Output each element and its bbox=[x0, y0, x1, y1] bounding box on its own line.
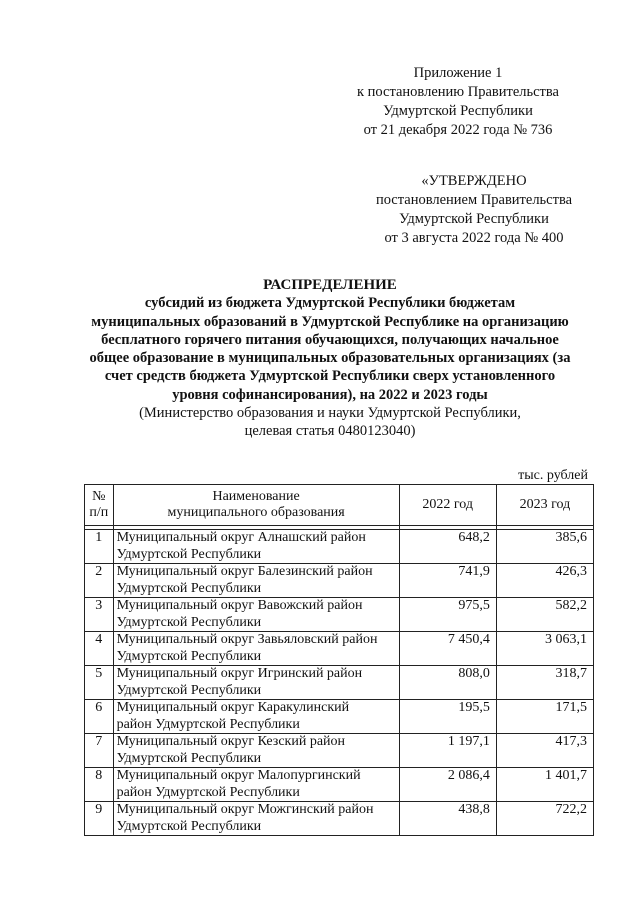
table-body bbox=[85, 530, 594, 836]
row-value-2022: 438,8 bbox=[399, 802, 496, 836]
row-municipality-name bbox=[113, 564, 399, 598]
approved-line-3: Удмуртской Республики bbox=[399, 211, 549, 227]
row-number: 5 bbox=[85, 666, 114, 700]
title-line-5: счет средств бюджета Удмуртской Республики сверх установленного bbox=[104, 368, 556, 385]
appendix-block bbox=[340, 64, 576, 140]
table-row bbox=[85, 666, 594, 700]
row-municipality-name bbox=[113, 632, 399, 666]
row-value-2023: 3 063,1 bbox=[496, 632, 593, 666]
document-title bbox=[70, 276, 590, 441]
row-number: 8 bbox=[85, 768, 114, 802]
row-name-line-1: Муниципальный округ Завьяловский район bbox=[116, 632, 378, 647]
header-number bbox=[85, 485, 114, 526]
approved-line-2: постановлением Правительства bbox=[375, 192, 573, 208]
title-subline-1: (Министерство образования и науки Удмуртской Республики, bbox=[139, 405, 521, 422]
row-number: 6 bbox=[85, 700, 114, 734]
row-value-2023: 426,3 bbox=[496, 564, 593, 598]
table-row bbox=[85, 768, 594, 802]
header-2023: 2023 год bbox=[496, 485, 593, 526]
appendix-line-4: от 21 декабря 2022 года № 736 bbox=[363, 122, 553, 138]
row-name-line-2: район Удмуртской Республики bbox=[116, 784, 300, 800]
appendix-line-3: Удмуртской Республики bbox=[383, 103, 533, 119]
row-name-line-2: район Удмуртской Республики bbox=[116, 716, 300, 732]
header-name bbox=[113, 485, 399, 526]
row-name-line-2: Удмуртской Республики bbox=[116, 614, 262, 630]
row-name-line-2: Удмуртской Республики bbox=[116, 648, 262, 664]
row-value-2023: 722,2 bbox=[496, 802, 593, 836]
approved-line-1: «УТВЕРЖДЕНО bbox=[421, 173, 527, 189]
title-line-4: общее образование в муниципальных образовательных организациях (за bbox=[89, 350, 571, 367]
row-value-2022: 1 197,1 bbox=[399, 734, 496, 768]
row-value-2023: 1 401,7 bbox=[496, 768, 593, 802]
row-value-2022: 975,5 bbox=[399, 598, 496, 632]
row-number: 9 bbox=[85, 802, 114, 836]
row-value-2022: 808,0 bbox=[399, 666, 496, 700]
row-value-2023: 171,5 bbox=[496, 700, 593, 734]
row-municipality-name bbox=[113, 802, 399, 836]
row-value-2023: 318,7 bbox=[496, 666, 593, 700]
row-number: 2 bbox=[85, 564, 114, 598]
row-value-2023: 582,2 bbox=[496, 598, 593, 632]
appendix-line-1: Приложение 1 bbox=[413, 65, 503, 81]
row-name-line-1: Муниципальный округ Вавожский район bbox=[116, 598, 363, 613]
row-name-line-2: Удмуртской Республики bbox=[116, 682, 262, 698]
header-number-line-2: п/п bbox=[89, 505, 109, 520]
row-municipality-name bbox=[113, 666, 399, 700]
row-number: 4 bbox=[85, 632, 114, 666]
row-value-2022: 7 450,4 bbox=[399, 632, 496, 666]
title-line-3: бесплатного горячего питания обучающихся, получающих начальное bbox=[101, 331, 559, 348]
row-municipality-name bbox=[113, 734, 399, 768]
table-row bbox=[85, 700, 594, 734]
row-number: 1 bbox=[85, 530, 114, 564]
row-name-line-1: Муниципальный округ Кезский район bbox=[116, 734, 346, 749]
title-line-1: субсидий из бюджета Удмуртской Республики бюджетам bbox=[144, 295, 516, 312]
table-row bbox=[85, 802, 594, 836]
table-row bbox=[85, 632, 594, 666]
row-name-line-1: Муниципальный округ Алнашский район bbox=[116, 530, 366, 545]
row-municipality-name bbox=[113, 700, 399, 734]
title-line-6: уровня софинансирования), на 2022 и 2023 годы bbox=[172, 386, 488, 403]
table-header-row bbox=[85, 485, 594, 526]
row-value-2023: 417,3 bbox=[496, 734, 593, 768]
row-name-line-2: Удмуртской Республики bbox=[116, 546, 262, 562]
title-heading: РАСПРЕДЕЛЕНИЕ bbox=[263, 277, 397, 293]
table-row bbox=[85, 530, 594, 564]
row-name-line-1: Муниципальный округ Малопургинский bbox=[116, 768, 361, 783]
row-value-2023: 385,6 bbox=[496, 530, 593, 564]
row-number: 3 bbox=[85, 598, 114, 632]
row-value-2022: 741,9 bbox=[399, 564, 496, 598]
row-municipality-name bbox=[113, 530, 399, 564]
row-name-line-2: Удмуртской Республики bbox=[116, 750, 262, 766]
approved-block bbox=[356, 172, 592, 248]
row-name-line-1: Муниципальный округ Каракулинский bbox=[116, 700, 350, 715]
row-value-2022: 2 086,4 bbox=[399, 768, 496, 802]
row-name-line-2: Удмуртской Республики bbox=[116, 818, 262, 834]
units-label: тыс. рублей bbox=[518, 468, 588, 483]
appendix-line-2: к постановлению Правительства bbox=[357, 84, 559, 100]
distribution-table bbox=[84, 484, 594, 836]
title-subline-2: целевая статья 0480123040) bbox=[244, 423, 416, 440]
row-name-line-2: Удмуртской Республики bbox=[116, 580, 262, 596]
row-value-2022: 648,2 bbox=[399, 530, 496, 564]
row-name-line-1: Муниципальный округ Игринский район bbox=[116, 666, 363, 681]
row-number: 7 bbox=[85, 734, 114, 768]
header-2022: 2022 год bbox=[399, 485, 496, 526]
row-municipality-name bbox=[113, 598, 399, 632]
table-row bbox=[85, 598, 594, 632]
row-municipality-name bbox=[113, 768, 399, 802]
table-row bbox=[85, 734, 594, 768]
approved-line-4: от 3 августа 2022 года № 400 bbox=[384, 230, 564, 246]
header-number-line-1: № bbox=[92, 488, 106, 504]
table-row bbox=[85, 564, 594, 598]
row-name-line-1: Муниципальный округ Можгинский район bbox=[116, 802, 374, 817]
header-name-line-2: муниципального образования bbox=[167, 505, 345, 520]
row-name-line-1: Муниципальный округ Балезинский район bbox=[116, 564, 373, 579]
title-line-2: муниципальных образований в Удмуртской Республике на организацию bbox=[91, 313, 569, 330]
header-name-line-1: Наименование bbox=[212, 488, 300, 504]
row-value-2022: 195,5 bbox=[399, 700, 496, 734]
